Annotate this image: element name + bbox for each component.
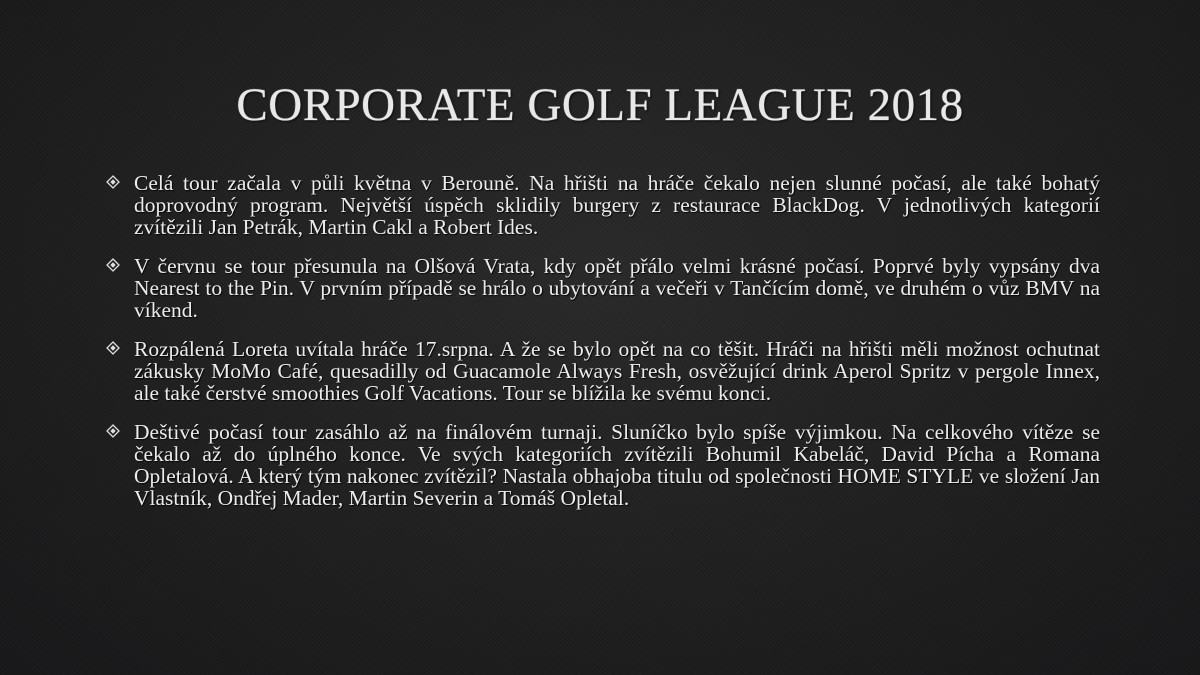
bullet-item	[104, 338, 1100, 404]
bullet-item	[104, 172, 1100, 238]
bullet-text: V červnu se tour přesunula na Olšová Vrata, kdy opět přálo velmi krásné počasí. Poprvé byly vypsány dva Nearest to the Pin. V prvním případě se hrálo o ubytování a večeři v Tančícím domě, ve druhém o vůz BMV na víkend.	[134, 254, 1100, 322]
bullet-item	[104, 421, 1100, 509]
bullet-item	[104, 255, 1100, 321]
bullet-text: Deštivé počasí tour zasáhlo až na finálovém turnaji. Sluníčko bylo spíše výjimkou. Na celkového vítěze se čekalo až do úplného konce. Ve svých kategoriích zvítězili Bohumil Kabeláč, David Pícha a Romana Opletalová. A který tým nakonec zvítězil? Nastala obhajoba titulu od společnosti HOME STYLE ve složení Jan Vlastník, Ondřej Mader, Martin Severin a Tomáš Opletal.	[134, 420, 1100, 510]
bullet-text: Rozpálená Loreta uvítala hráče 17.srpna. A že se bylo opět na co těšit. Hráči na hřišti měli možnost ochutnat zákusky MoMo Café, quesadilly od Guacamole Always Fresh, osvěžující drink Aperol Spritz v pergole Innex, ale také čerstvé smoothies Golf Vacations. Tour se blížila ke svému konci.	[134, 337, 1100, 405]
bullet-list	[104, 172, 1100, 526]
diamond-bullet-icon	[106, 341, 120, 355]
bullet-text: Celá tour začala v půli května v Berouně. Na hřišti na hráče čekalo nejen slunné počasí, ale také bohatý doprovodný program. Největší úspěch sklidily burgery z restaurace BlackDog. V jednotlivých kategorií zvítězili Jan Petrák, Martin Cakl a Robert Ides.	[134, 171, 1100, 239]
diamond-bullet-icon	[106, 258, 120, 272]
diamond-bullet-icon	[106, 175, 120, 189]
slide-title: CORPORATE GOLF LEAGUE 2018	[236, 79, 964, 131]
diamond-bullet-icon	[106, 424, 120, 438]
